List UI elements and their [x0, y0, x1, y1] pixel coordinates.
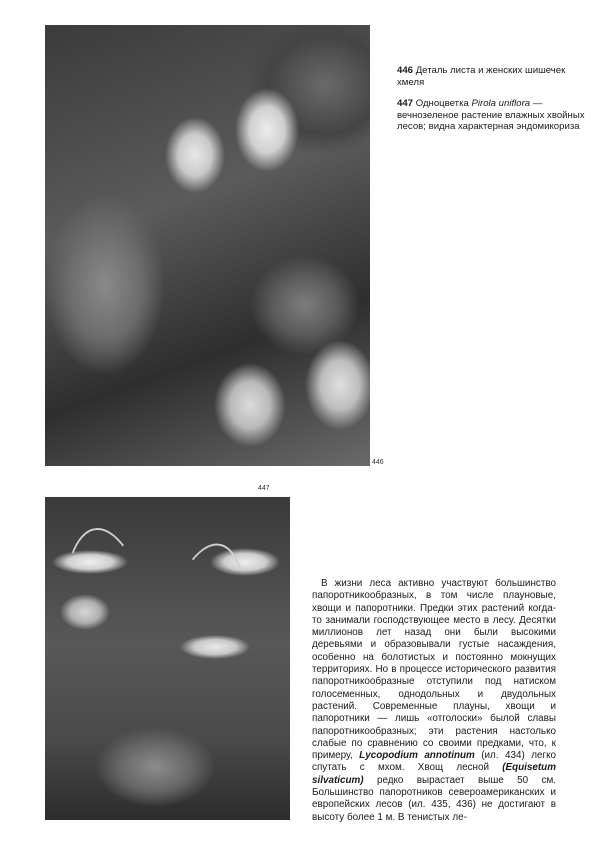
stem — [135, 536, 263, 782]
photo-hop-cones — [45, 25, 370, 466]
figure-number-446: 446 — [372, 459, 384, 466]
figure-captions — [397, 65, 587, 143]
caption-text: Деталь листа и женских шишечек хмеля — [397, 65, 566, 88]
caption-text: — вечнозеленое растение влажных хвойных лесов; видна характерная эндомикориза — [397, 98, 585, 133]
text-run: В жизни леса активно участвуют большинство папоротникообразных, в том числе плауновые, хвощи и папоротники. Предки этих растений когда-то занимали господствующее место в лесу. Десятки миллионов лет назад они были высокими деревьями и образовывали густые насаждения, особенно на болотистых и постоянно мокнущих территориях. Но в процессе исторического развития папоротникообразные отступили под натиском голосеменных, однодольных и двудольных растений. Современные плауны, хвощи и папоротники — лишь «отголоски» былой славы папоротникообразных; эти растения настолько слабые по сравнению со своими предками, что, к примеру, — [312, 578, 556, 762]
caption-latin: Pirola uniflora — [471, 98, 531, 110]
photo-pirola-uniflora — [45, 497, 290, 820]
paragraph — [312, 578, 556, 824]
caption-number: 446 — [397, 65, 414, 76]
caption-447 — [397, 98, 587, 133]
caption-number: 447 — [397, 98, 414, 110]
body-text — [312, 578, 556, 824]
text-run: редко вырастает выше 50 см. Большинство папоротников североамериканских и европейских лесов (ил. 435, 436) не достигают в высоту более 1 м. В тенистых ле- — [312, 774, 556, 823]
latin-name: (Equisetum silvaticum) — [312, 762, 556, 786]
text-run: (ил. 434) легко спутать с мхом. Хвощ лесной — [312, 750, 556, 774]
figure-number-447: 447 — [258, 485, 270, 492]
latin-name: Lycopodium annotinum — [359, 750, 475, 762]
caption-text: Одноцветка — [415, 98, 469, 110]
caption-446 — [397, 65, 587, 88]
